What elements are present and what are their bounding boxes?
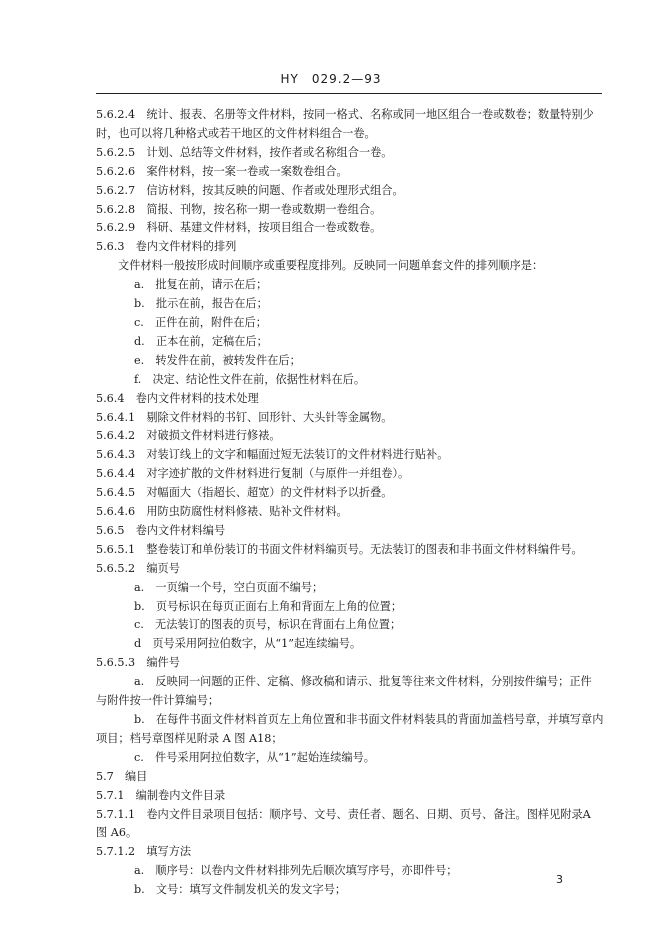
text-line: 5.7 编目	[96, 769, 148, 783]
text-line: a. 顺序号：以卷内文件材料排列先后顺次填写序号，亦即件号；	[134, 864, 458, 878]
text-line: 5.6.2.4 统计、报表、名册等文件材料，按同一格式、名称或同一地区组合一卷或数卷；数量特别少	[96, 108, 594, 121]
text-line: 5.6.4 卷内文件材料的技术处理	[96, 391, 259, 405]
text-line: 时，也可以将几种格式或若干地区的文件材料组合一卷。	[96, 126, 376, 140]
text-line: 5.6.2.7 信访材料，按其反映的问题、作者或处理形式组合。	[96, 183, 404, 197]
text-line: 5.6.5.2 编页号	[96, 561, 180, 575]
text-line: 5.6.4.1 剔除文件材料的书钉、回形针、大头针等金属物。	[96, 410, 393, 424]
text-line: a. 一页编一个号，空白页面不编号；	[134, 580, 324, 594]
text-line: b. 在每件书面文件材料首页左上角位置和非书面文件材料装具的背面加盖档号章，并填写章内	[134, 713, 604, 726]
text-line: 与附件按一件计算编号；	[96, 694, 220, 708]
text-line: b. 批示在前，报告在后；	[134, 297, 268, 311]
text-line: 5.6.4.5 对幅面大（指超长、超宽）的文件材料予以折叠。	[96, 486, 393, 500]
text-line: 5.6.5 卷内文件材料编号	[96, 523, 226, 537]
header-rule	[96, 93, 602, 94]
text-line: 5.7.1.2 填写方法	[96, 845, 192, 859]
page-number: 3	[556, 873, 563, 886]
text-line: c. 正件在前，附件在后；	[134, 315, 267, 329]
text-line: c. 无法装订的图表的页号，标识在背面右上角位置；	[134, 618, 402, 632]
text-line: 5.6.2.6 案件材料，按一案一卷或一案数卷组合。	[96, 164, 348, 178]
text-line: 5.6.4.6 用防虫防腐性材料修裱、贴补文件材料。	[96, 505, 348, 519]
document-code-header: HY 029.2—93	[280, 72, 382, 86]
text-line: 文件材料一般按形成时间顺序或重要程度排列。反映同一问题单套文件的排列顺序是：	[118, 259, 544, 273]
text-line: 5.6.2.5 计划、总结等文件材料，按作者或名称组合一卷。	[96, 145, 393, 159]
text-line: d 页号采用阿拉伯数字，从“1”起连续编号。	[134, 637, 362, 651]
text-line: 5.6.4.3 对装订线上的文字和幅面过短无法装订的文件材料进行贴补。	[96, 448, 449, 462]
text-line: 5.6.5.3 编件号	[96, 656, 180, 670]
text-line: f. 决定、结论性文件在前，依据性材料在后。	[134, 372, 366, 386]
text-line: 5.6.2.8 简报、刊物，按名称一期一卷或数期一卷组合。	[96, 202, 382, 216]
text-line: 5.6.3 卷内文件材料的排列	[96, 240, 237, 254]
text-line: c. 件号采用阿拉伯数字，从“1”起始连续编号。	[134, 750, 375, 764]
text-line: 5.6.4.4 对字迹扩散的文件材料进行复制（与原件一并组卷）。	[96, 467, 410, 481]
text-line: e. 转发件在前，被转发件在后；	[134, 353, 301, 367]
text-line: a. 反映同一问题的正件、定稿、修改稿和请示、批复等往来文件材料，分别按件编号；正件	[134, 675, 592, 689]
text-line: 5.6.4.2 对破损文件材料进行修裱。	[96, 429, 281, 443]
text-line: 图 A6。	[96, 826, 138, 840]
text-line: 5.6.2.9 科研、基建文件材料，按项目组合一卷或数卷。	[96, 221, 382, 235]
document-body	[96, 106, 602, 900]
text-line: 5.7.1.1 卷内文件目录项目包括：顺序号、文号、责任者、题名、日期、页号、备注。图样见附录A	[96, 807, 591, 821]
text-line: b. 页号标识在每页正面右上角和背面左上角的位置；	[134, 599, 403, 613]
text-line: d. 正本在前，定稿在后；	[134, 334, 268, 348]
text-line: 5.7.1 编制卷内文件目录	[96, 788, 226, 802]
text-line: 项目；档号章图样见附录 A 图 A18；	[96, 731, 283, 745]
text-line: b. 文号：填写文件制发机关的发文字号；	[134, 883, 347, 897]
text-line: a. 批复在前，请示在后；	[134, 278, 268, 292]
text-line: 5.6.5.1 整卷装订和单份装订的书面文件材料编页号。无法装订的图表和非书面文件材料编件号。	[96, 542, 583, 556]
